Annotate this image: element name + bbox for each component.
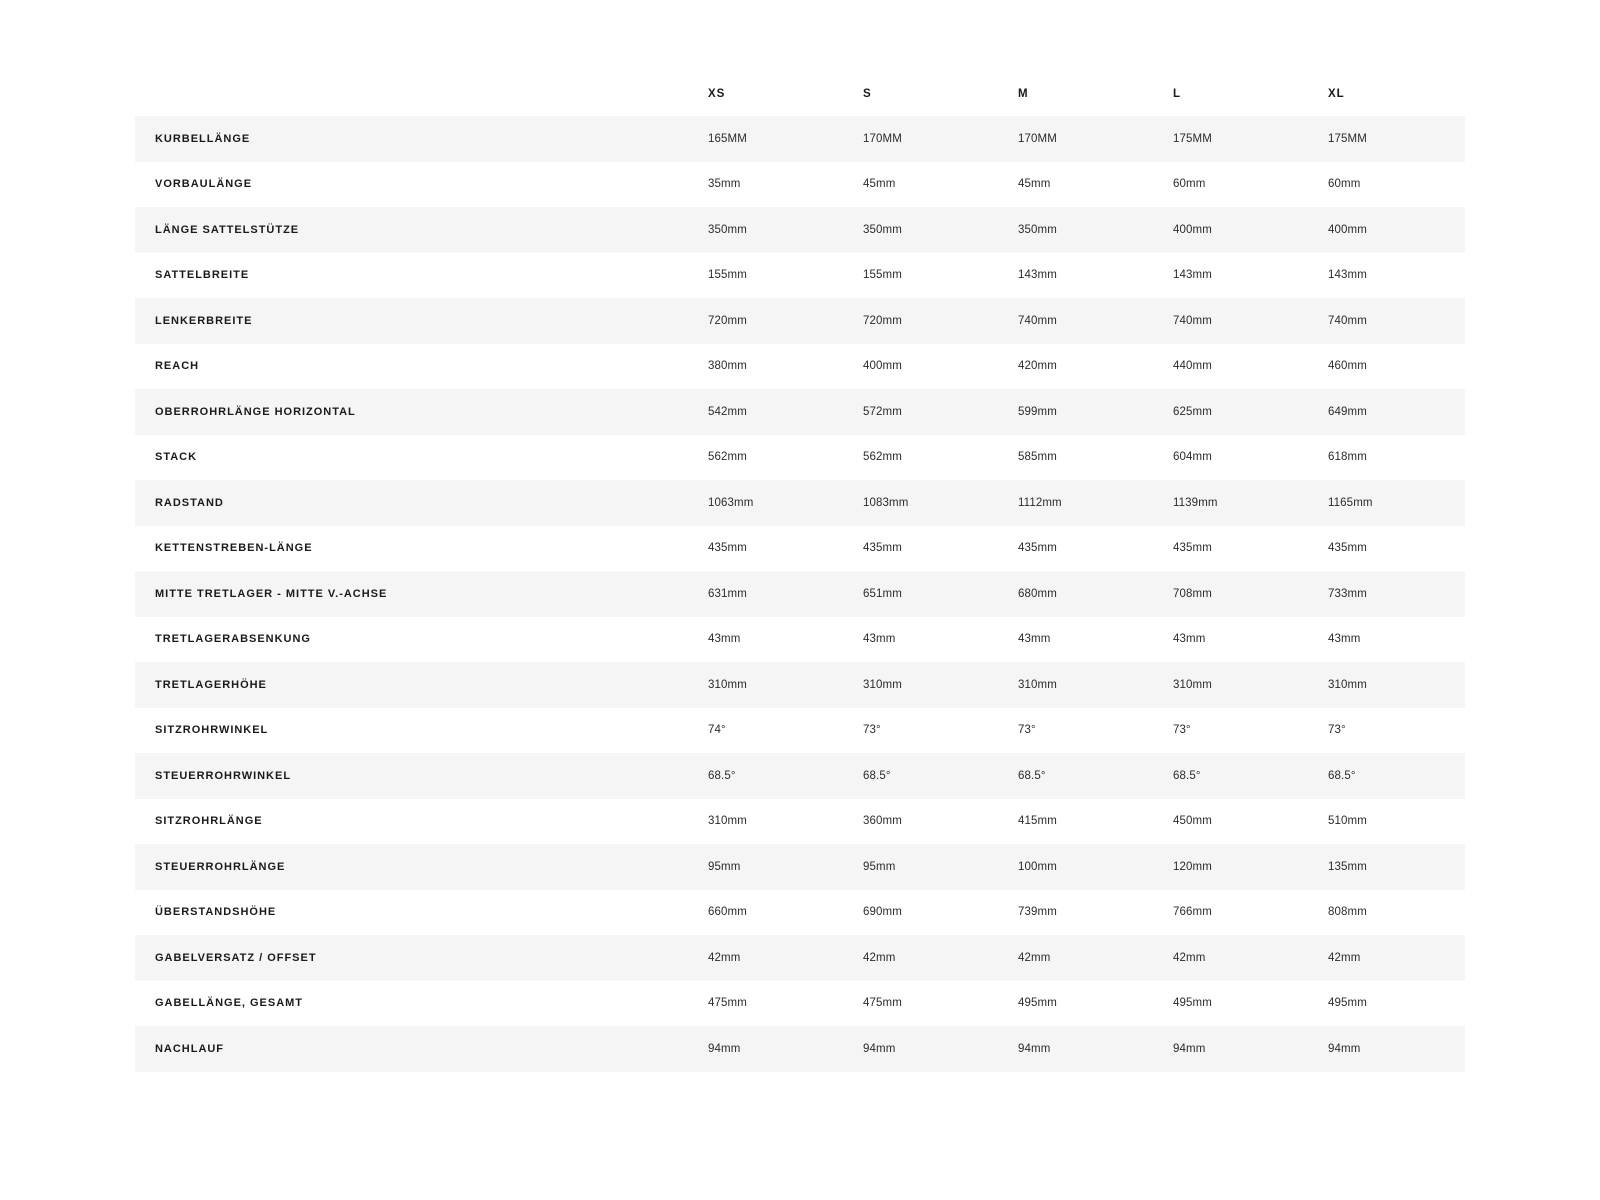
row-value: 42mm bbox=[1173, 951, 1206, 964]
row-value: 740mm bbox=[1173, 314, 1212, 327]
row-value: 60mm bbox=[1328, 178, 1361, 191]
row-value: 43mm bbox=[1328, 633, 1361, 646]
row-label: STEUERROHRWINKEL bbox=[155, 769, 292, 782]
row-value: 380mm bbox=[708, 360, 747, 373]
row-value: 73° bbox=[1018, 724, 1036, 737]
row-label: KETTENSTREBEN-LÄNGE bbox=[155, 542, 313, 555]
row-value: 651mm bbox=[863, 587, 902, 600]
table-row bbox=[135, 617, 1465, 663]
row-value: 400mm bbox=[863, 360, 902, 373]
row-value: 690mm bbox=[863, 906, 902, 919]
row-value: 475mm bbox=[708, 997, 747, 1010]
row-value: 42mm bbox=[1018, 951, 1051, 964]
row-value: 435mm bbox=[1328, 542, 1367, 555]
row-value: 360mm bbox=[863, 815, 902, 828]
column-header-l: L bbox=[1155, 88, 1310, 116]
row-value: 42mm bbox=[1328, 951, 1361, 964]
row-value: 43mm bbox=[863, 633, 896, 646]
table-row bbox=[135, 298, 1465, 344]
table-body bbox=[135, 116, 1465, 1072]
header-row bbox=[135, 88, 1465, 116]
row-value: 415mm bbox=[1018, 815, 1057, 828]
row-value: 510mm bbox=[1328, 815, 1367, 828]
row-label: SITZROHRWINKEL bbox=[155, 724, 269, 737]
row-value: 649mm bbox=[1328, 405, 1367, 418]
row-value: 766mm bbox=[1173, 906, 1212, 919]
row-value: 708mm bbox=[1173, 587, 1212, 600]
row-label: VORBAULÄNGE bbox=[155, 178, 253, 191]
row-value: 310mm bbox=[863, 678, 902, 691]
geometry-table-container bbox=[135, 88, 1465, 1072]
row-value: 73° bbox=[1173, 724, 1191, 737]
row-value: 43mm bbox=[708, 633, 741, 646]
row-value: 42mm bbox=[863, 951, 896, 964]
row-value: 68.5° bbox=[708, 769, 736, 782]
row-value: 435mm bbox=[863, 542, 902, 555]
table-row bbox=[135, 116, 1465, 162]
row-value: 495mm bbox=[1173, 997, 1212, 1010]
row-value: 680mm bbox=[1018, 587, 1057, 600]
row-value: 94mm bbox=[863, 1042, 896, 1055]
row-value: 68.5° bbox=[1328, 769, 1356, 782]
row-label: SATTELBREITE bbox=[155, 269, 250, 282]
row-value: 1139mm bbox=[1173, 496, 1218, 509]
row-value: 740mm bbox=[1018, 314, 1057, 327]
column-header-label bbox=[135, 88, 690, 116]
row-value: 440mm bbox=[1173, 360, 1212, 373]
row-value: 1083mm bbox=[863, 496, 909, 509]
row-value: 94mm bbox=[1173, 1042, 1206, 1055]
row-value: 94mm bbox=[708, 1042, 741, 1055]
column-header-s: S bbox=[845, 88, 1000, 116]
row-value: 350mm bbox=[1018, 223, 1057, 236]
row-value: 68.5° bbox=[1173, 769, 1201, 782]
row-value: 350mm bbox=[708, 223, 747, 236]
row-value: 68.5° bbox=[1018, 769, 1046, 782]
row-value: 310mm bbox=[1328, 678, 1367, 691]
row-label: TRETLAGERHÖHE bbox=[155, 678, 267, 691]
row-value: 400mm bbox=[1328, 223, 1367, 236]
row-value: 143mm bbox=[1018, 269, 1057, 282]
column-header-xs: XS bbox=[690, 88, 845, 116]
row-value: 155mm bbox=[708, 269, 747, 282]
row-value: 562mm bbox=[863, 451, 902, 464]
row-value: 720mm bbox=[863, 314, 902, 327]
table-row bbox=[135, 708, 1465, 754]
table-row bbox=[135, 389, 1465, 435]
row-value: 739mm bbox=[1018, 906, 1057, 919]
row-value: 808mm bbox=[1328, 906, 1367, 919]
row-label: NACHLAUF bbox=[155, 1042, 225, 1055]
row-value: 43mm bbox=[1018, 633, 1051, 646]
row-value: 94mm bbox=[1018, 1042, 1051, 1055]
row-value: 542mm bbox=[708, 405, 747, 418]
row-value: 604mm bbox=[1173, 451, 1212, 464]
row-value: 310mm bbox=[708, 678, 747, 691]
row-value: 1112mm bbox=[1018, 496, 1062, 509]
row-value: 435mm bbox=[708, 542, 747, 555]
row-label: GABELLÄNGE, GESAMT bbox=[155, 997, 303, 1010]
table-header bbox=[135, 88, 1465, 116]
row-value: 42mm bbox=[708, 951, 741, 964]
table-row bbox=[135, 480, 1465, 526]
row-label: LÄNGE SATTELSTÜTZE bbox=[155, 223, 300, 236]
row-value: 155mm bbox=[863, 269, 902, 282]
column-header-m: M bbox=[1000, 88, 1155, 116]
table-row bbox=[135, 162, 1465, 208]
table-row bbox=[135, 1026, 1465, 1072]
row-label: GABELVERSATZ / OFFSET bbox=[155, 951, 317, 964]
row-value: 310mm bbox=[1018, 678, 1057, 691]
row-value: 450mm bbox=[1173, 815, 1212, 828]
row-value: 165MM bbox=[708, 132, 747, 145]
row-value: 495mm bbox=[1018, 997, 1057, 1010]
row-value: 170MM bbox=[863, 132, 902, 145]
column-header-xl: XL bbox=[1310, 88, 1465, 116]
table-row bbox=[135, 435, 1465, 481]
row-value: 43mm bbox=[1173, 633, 1206, 646]
row-value: 175MM bbox=[1173, 132, 1212, 145]
table-row bbox=[135, 890, 1465, 936]
row-value: 475mm bbox=[863, 997, 902, 1010]
row-value: 135mm bbox=[1328, 860, 1367, 873]
row-value: 733mm bbox=[1328, 587, 1367, 600]
table-row bbox=[135, 662, 1465, 708]
row-value: 572mm bbox=[863, 405, 902, 418]
row-value: 599mm bbox=[1018, 405, 1057, 418]
row-value: 310mm bbox=[1173, 678, 1212, 691]
row-label: STEUERROHRLÄNGE bbox=[155, 860, 286, 873]
table-row bbox=[135, 526, 1465, 572]
row-value: 45mm bbox=[863, 178, 896, 191]
row-value: 175MM bbox=[1328, 132, 1367, 145]
row-value: 120mm bbox=[1173, 860, 1212, 873]
row-label: OBERROHRLÄNGE HORIZONTAL bbox=[155, 405, 356, 418]
row-label: RADSTAND bbox=[155, 496, 224, 509]
row-value: 720mm bbox=[708, 314, 747, 327]
row-value: 60mm bbox=[1173, 178, 1206, 191]
row-value: 562mm bbox=[708, 451, 747, 464]
row-value: 350mm bbox=[863, 223, 902, 236]
row-value: 35mm bbox=[708, 178, 741, 191]
row-value: 170MM bbox=[1018, 132, 1057, 145]
row-value: 435mm bbox=[1173, 542, 1212, 555]
table-row bbox=[135, 844, 1465, 890]
row-value: 495mm bbox=[1328, 997, 1367, 1010]
row-value: 660mm bbox=[708, 906, 747, 919]
row-value: 618mm bbox=[1328, 451, 1367, 464]
row-value: 73° bbox=[863, 724, 881, 737]
row-value: 631mm bbox=[708, 587, 747, 600]
table-row bbox=[135, 253, 1465, 299]
geometry-table bbox=[135, 88, 1465, 1072]
table-row bbox=[135, 981, 1465, 1027]
row-value: 68.5° bbox=[863, 769, 891, 782]
table-row bbox=[135, 799, 1465, 845]
row-value: 420mm bbox=[1018, 360, 1057, 373]
row-value: 45mm bbox=[1018, 178, 1051, 191]
row-value: 740mm bbox=[1328, 314, 1367, 327]
table-row bbox=[135, 753, 1465, 799]
row-value: 100mm bbox=[1018, 860, 1057, 873]
row-value: 73° bbox=[1328, 724, 1346, 737]
row-value: 625mm bbox=[1173, 405, 1212, 418]
row-label: SITZROHRLÄNGE bbox=[155, 815, 263, 828]
row-value: 1063mm bbox=[708, 496, 754, 509]
row-value: 400mm bbox=[1173, 223, 1212, 236]
row-label: KURBELLÄNGE bbox=[155, 132, 251, 145]
table-row bbox=[135, 935, 1465, 981]
row-value: 94mm bbox=[1328, 1042, 1361, 1055]
row-value: 310mm bbox=[708, 815, 747, 828]
row-value: 143mm bbox=[1328, 269, 1367, 282]
row-value: 435mm bbox=[1018, 542, 1057, 555]
row-label: REACH bbox=[155, 360, 200, 373]
row-value: 460mm bbox=[1328, 360, 1367, 373]
row-value: 74° bbox=[708, 724, 726, 737]
row-value: 585mm bbox=[1018, 451, 1057, 464]
row-label: TRETLAGERABSENKUNG bbox=[155, 633, 311, 646]
row-label: STACK bbox=[155, 451, 198, 464]
row-label: ÜBERSTANDSHÖHE bbox=[155, 906, 277, 919]
row-value: 95mm bbox=[708, 860, 741, 873]
row-value: 143mm bbox=[1173, 269, 1212, 282]
table-row bbox=[135, 571, 1465, 617]
table-row bbox=[135, 344, 1465, 390]
table-row bbox=[135, 207, 1465, 253]
row-value: 95mm bbox=[863, 860, 896, 873]
row-label: MITTE TRETLAGER - MITTE V.-ACHSE bbox=[155, 587, 388, 600]
row-value: 1165mm bbox=[1328, 496, 1373, 509]
row-label: LENKERBREITE bbox=[155, 314, 253, 327]
